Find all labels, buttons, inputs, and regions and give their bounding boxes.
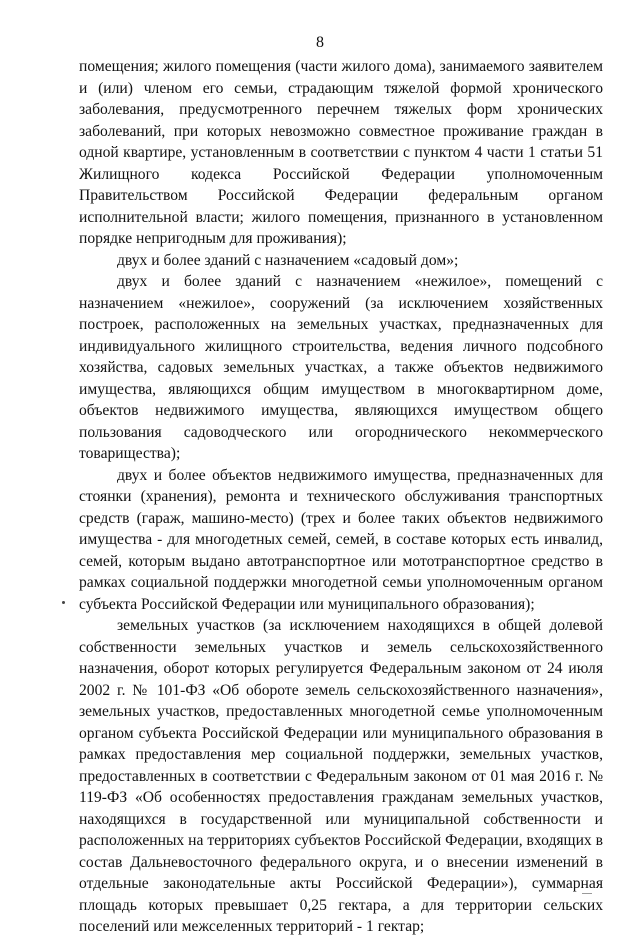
paragraph-land-plots: земельных участков (за исключением находящихся в общей долевой собственности земельных участков и земель сельскохозяйственного назначения, оборот которых регулируется Федеральным законом от 24 июля 2002 г. № 101-ФЗ «Об обороте земель сельскохозяйственного назначения», земельных участков, предоставленных многодетной семье уполномоченным органом субъекта Российской Федерации или муниципального образования в рамках предоставления мер социальной поддержки, земельных участков, предоставленных в соответствии с Федеральным законом от 01 мая 2016 г. № 119-ФЗ «Об особенностях предоставления гражданам земельных участков, находящихся в государственной или муниципальной собственности и расположенных на территориях субъектов Российской Федерации, входящих в состав Дальневосточного федерального округа, и о внесении изменений в отдельные законодательные акты Российской Федерации»), суммарная площадь которых превышает 0,25 гектара, а для территории сельских поселений или межселенных территорий - 1 гектар; — [79, 617, 603, 935]
document-body — [79, 56, 603, 938]
page-number: 8 — [316, 34, 324, 51]
paragraph-garden-houses: двух и более зданий с назначением «садовый дом»; — [117, 251, 459, 269]
paragraph-vehicle-storage: двух и более объектов недвижимого имущества, предназначенных для стоянки (хранения), ремонта и технического обслуживания транспортных средств (гараж, машино-место) (трех и более таких объектов недвижимого имущества - для многодетных семей, семей, в составе которых есть инвалид, семей, которым выдано автотранспортное или мототранспортное средство в рамках социальной поддержки многодетной семьи уполномоченным органом субъекта Российской Федерации или муниципального образования); — [79, 466, 603, 613]
scan-corner-mark — [582, 893, 592, 894]
margin-dot-mark — [62, 601, 65, 604]
paragraph-non-residential-buildings: двух и более зданий с назначением «нежилое», помещений с назначением «нежилое», сооружений (за исключением хозяйственных построек, расположенных на земельных участках, предназначенных для индивидуального жилищного строительства, ведения личного подсобного хозяйства, садовых земельных участках, а также объектов недвижимого имущества, являющихся общим имуществом в многоквартирном доме, объектов недвижимого имущества, являющихся имуществом общего пользования садоводческого или огороднического некоммерческого товарищества); — [79, 273, 603, 462]
paragraph-living-space-continuation: помещения; жилого помещения (части жилого дома), занимаемого заявителем и (или) членом его семьи, страдающим тяжелой формой хронического заболевания, предусмотренного перечнем тяжелых форм хронических заболеваний, при которых невозможно совместное проживание граждан в одной квартире, установленным в соответствии с пунктом 4 части 1 статьи 51 Жилищного кодекса Российской Федерации уполномоченным Правительством Российской Федерации федеральным органом исполнительной власти; жилого помещения, признанного в установленном порядке непригодным для проживания); — [79, 58, 603, 247]
